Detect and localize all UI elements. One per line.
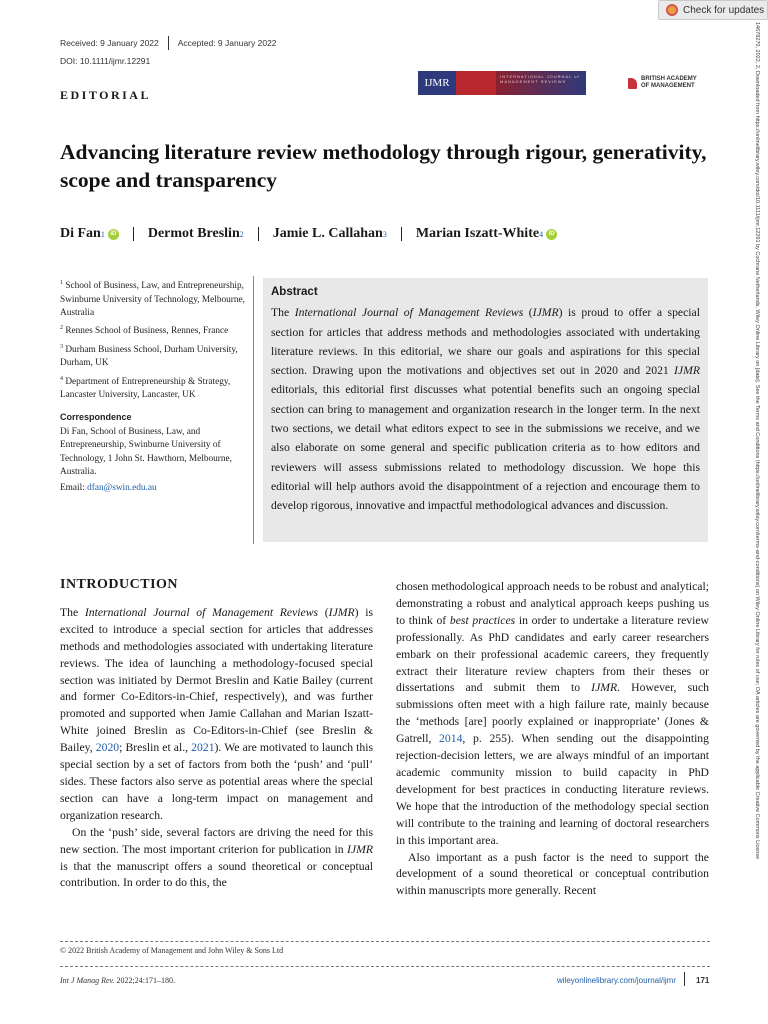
paragraph: The International Journal of Management Reviews (IJMR) is excited to introduce a special section for articles that addresses methods and methodologies associated with undertaking literature reviews. The idea of launching a methodology-focused special section was initiated by Dermot Breslin and Katie Bailey (current and former Co-Editors-in-Chief, respectively), and was further promoted and supported when Jamie Callahan and Marian Iszatt-White joined Breslin as Co-Editors-in-Chief (see Breslin & Bailey, 2020; Breslin et al., 2021). We are motivated to launch this special section by a set of factors from both the ‘push’ and ‘pull’ sides. These factors also serve as potential areas where the special section can have a long-term impact on management and organization research. — [60, 605, 374, 822]
ijmr-logo-band — [456, 71, 496, 95]
correspondence-heading: Correspondence — [60, 411, 132, 422]
journal-site-link[interactable]: wileyonlinelibrary.com/journal/ijmr — [557, 976, 676, 985]
citation-link[interactable]: 2021 — [191, 741, 215, 755]
journal-reference: Int J Manag Rev. 2022;24:171–180. — [60, 976, 175, 985]
bam-mark-icon — [628, 78, 637, 89]
check-for-updates-label: Check for updates — [683, 4, 765, 16]
affiliation: $^3$ Durham Business School, Durham University, Durham, UK — [60, 343, 238, 369]
affiliation: $^2$ Rennes School of Business, Rennes, France — [60, 325, 229, 337]
citation-link[interactable]: 2014 — [439, 732, 463, 746]
abstract-box — [263, 278, 708, 542]
abstract-text: The International Journal of Management Reviews (IJMR) is proud to offer a special section for articles that address methods and methodologies associated with undertaking literature reviews. In this editorial, we share our goals and aspirations for this special section. Drawing upon the motivations and objectives set out in 2020 and 2021 IJMR editorials, this editorial first discusses what potential benefits such an ongoing special section can bring to management and organization research in the longer term. In the next two sections, we detail what editors expect to see in the submissions we receive, and we also elaborate on some general and specific publication criteria as to how editors and reviewers will assess submissions related to methodology discussion. We hope this editorial will help authors avoid the disappointment of a rejection and encourage them to develop rigorous, innovative and impactful methodological advances and discussion. — [271, 306, 700, 513]
paragraph: chosen methodological approach needs to be robust and analytical; demonstrating a robust and analytical approach keeps pushing us to think of best practices in order to undertake a literature review professionally. As PhD candidates and early career researchers embark on their professional academic careers, they frequently extract their literature review chapters from their theses or dissertations and submit them to IJMR. However, such submissions often meet with a high failure rate, mainly because the ‘methods [are] poorly explained or inappropriate’ (Jones & Gatrell, 2014, p. 255). When sending out the disappointing rejection-decision letters, we are always mindful of an important academic community mission to build capacity in PhD development for best practices in conducting literature reviews. We hope that the introduction of the methodology special section will contribute to the training and learning of doctoral researchers in this important area. — [396, 580, 710, 847]
author-separator — [401, 227, 402, 241]
journal-logos — [418, 71, 710, 95]
body-column-left — [60, 577, 373, 892]
affiliations — [60, 277, 245, 497]
body-column-right — [396, 579, 709, 900]
correspondence-text: Di Fan, School of Business, Law, and Entrepreneurship, Swinburne University of Technology, 1 John St. Hawthorn, Melbourne, Australia. — [60, 427, 233, 478]
paragraph: On the ‘push’ side, several factors are driving the need for this new section. The most important criterion for publication in IJMR is that the manuscript offers a sound theoretical or conceptual contribution. In order to do this, the — [60, 825, 373, 890]
author-affil-sup[interactable]: 4 — [539, 229, 544, 239]
author-affil-sup[interactable]: 3 — [382, 229, 387, 239]
correspondence-email-line: Email: dfan@swin.edu.au — [60, 482, 157, 493]
ijmr-logo-text: INTERNATIONAL JOURNAL of MANAGEMENT REVIEWS — [496, 71, 586, 95]
ijmr-logo: IJMR — [418, 71, 456, 95]
citation-link[interactable]: 2020 — [95, 741, 120, 755]
received-accepted — [60, 36, 277, 50]
copyright: © 2022 British Academy of Management and John Wiley & Sons Ltd — [60, 946, 284, 955]
footer-rule — [60, 941, 710, 942]
bam-line1: BRITISH ACADEMY — [641, 76, 697, 82]
affiliation: $^1$ School of Business, Law, and Entrepreneurship, Swinburne University of Technology, Melbourne, Australia — [60, 280, 245, 318]
check-for-updates-button[interactable] — [658, 0, 768, 20]
author-affil-sup[interactable]: 1 — [100, 229, 105, 239]
column-divider — [253, 276, 254, 544]
download-notice — [750, 22, 762, 1012]
doi[interactable]: DOI: 10.1111/ijmr.12291 — [60, 56, 151, 66]
orcid-icon[interactable]: iD — [546, 229, 557, 240]
orcid-icon[interactable]: iD — [108, 229, 119, 240]
author-list — [60, 226, 557, 242]
paragraph: Also important as a push factor is the need to support the development of a sound theoretical or conceptual contribution within manuscripts more generally. Recent — [396, 850, 709, 898]
email-link[interactable]: dfan@swin.edu.au — [87, 482, 157, 493]
article-title: Advancing literature review methodology through rigour, generativity, scope and transparency — [60, 140, 707, 192]
received-date: Received: 9 January 2022 — [60, 38, 159, 48]
bam-logo — [628, 76, 697, 90]
author-affil-sup[interactable]: 2 — [239, 229, 244, 239]
page-number: 171 — [696, 976, 710, 985]
download-notice-text: 14678270, 2022, 2, Downloaded from https://onlinelibrary.wiley.com/doi/10.1111/ijmr.12291 by Cochrane Netherlands, Wiley Online Library on [date]. See the Terms and Conditions (https://onlinelibrary.wiley.com/terms-and-conditions) on Wiley Online Library for rules of use; OA articles are governed by the applicable Creative Commons License — [754, 22, 760, 860]
bam-line2: OF MANAGEMENT — [641, 83, 695, 89]
affiliation: $^4$ Department of Entrepreneurship & Strategy, Lancaster University, Lancaster, UK — [60, 375, 231, 401]
accepted-date: Accepted: 9 January 2022 — [177, 38, 277, 48]
author-name[interactable]: Dermot Breslin — [147, 226, 240, 241]
section-heading: INTRODUCTION — [60, 577, 179, 592]
author-name[interactable]: Di Fan — [60, 226, 101, 241]
abstract-heading: Abstract — [271, 286, 318, 298]
footer-divider — [684, 972, 685, 986]
author-name[interactable]: Marian Iszatt-White — [415, 226, 540, 241]
update-icon — [666, 4, 678, 16]
author-name[interactable]: Jamie L. Callahan — [272, 226, 383, 241]
section-label: EDITORIAL — [60, 88, 151, 102]
author-separator — [258, 227, 259, 241]
footer-rule — [60, 966, 710, 967]
author-separator — [133, 227, 134, 241]
meta-divider — [168, 36, 169, 50]
